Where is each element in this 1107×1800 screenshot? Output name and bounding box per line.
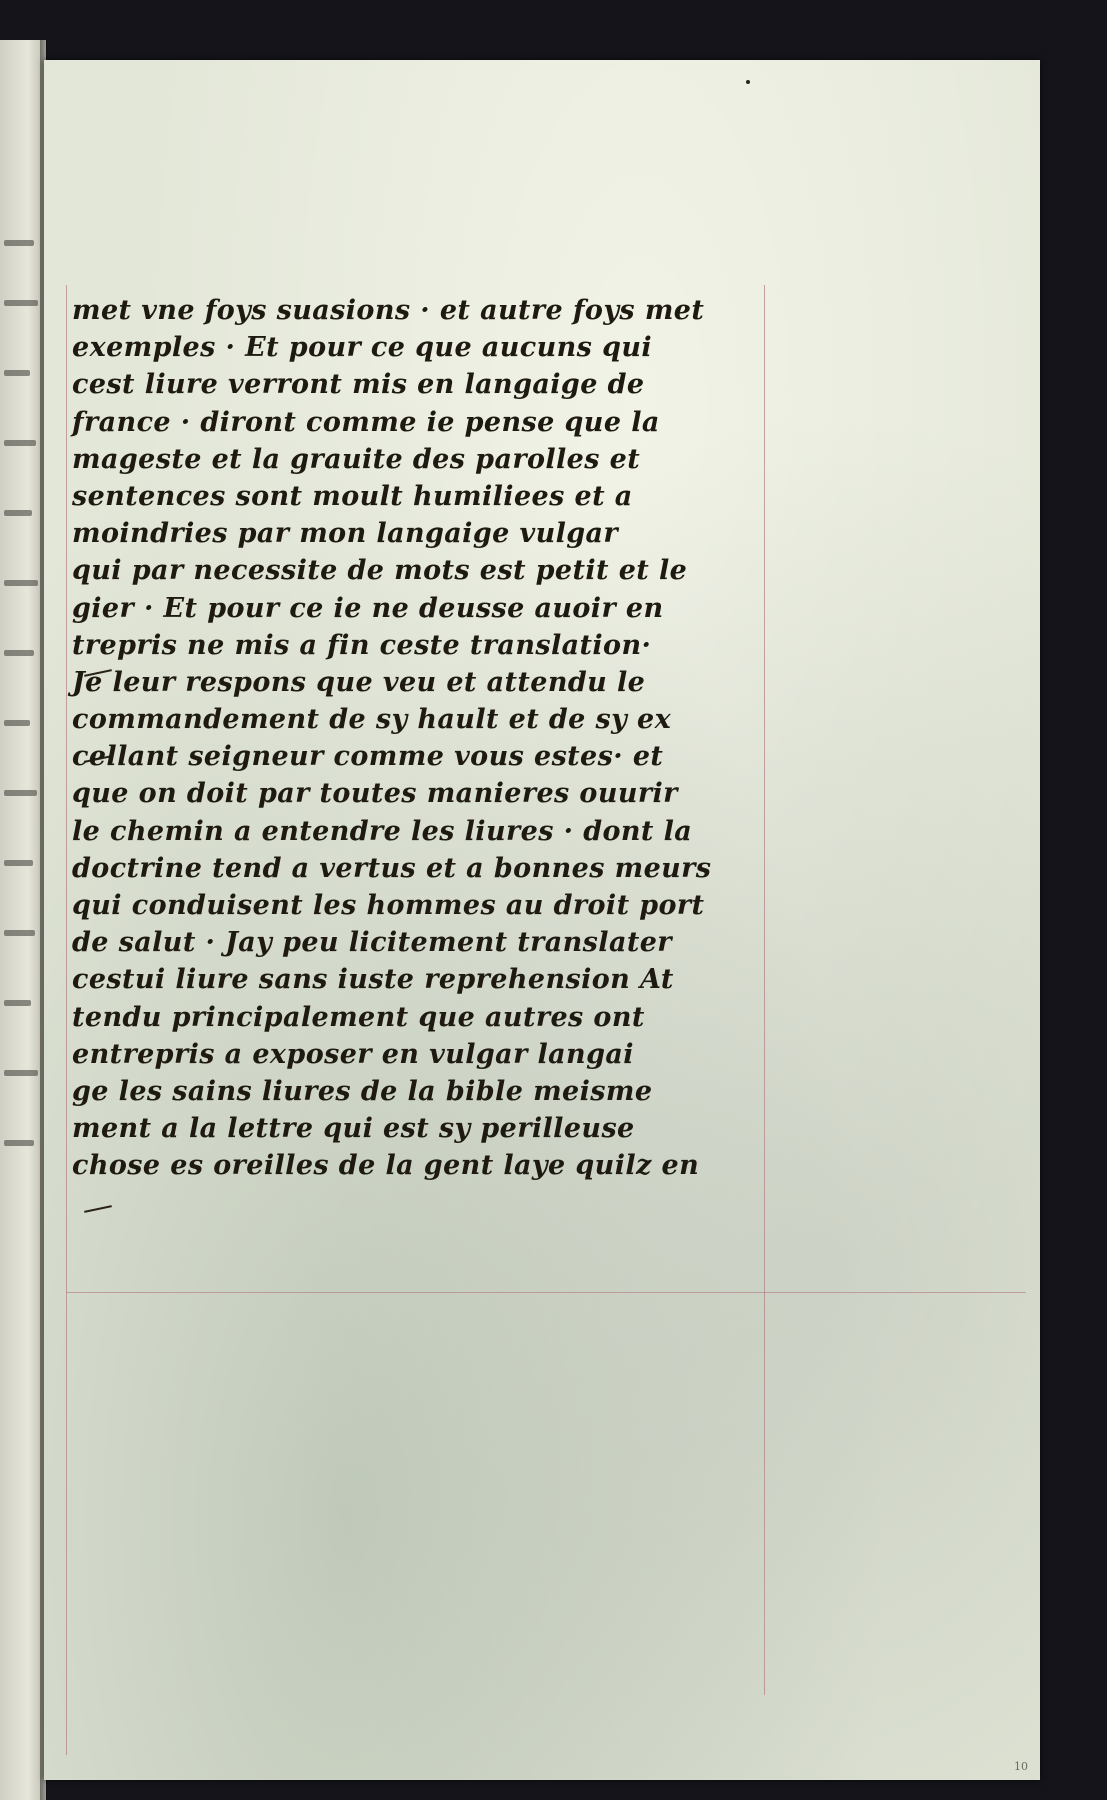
text-line: entrepris a exposer en vulgar langai bbox=[72, 1038, 634, 1070]
text-line: que on doit par toutes manieres ouurir bbox=[72, 778, 678, 810]
text-line: met vne foys suasions · et autre foys met bbox=[72, 295, 705, 326]
ruling-bottom-text-line bbox=[66, 1292, 1026, 1293]
text-line: gier · Et pour ce ie ne deusse auoir en bbox=[72, 592, 664, 624]
text-line: ge les sains liures de la bible meisme bbox=[72, 1075, 653, 1107]
facing-page-text-fragment bbox=[4, 370, 30, 376]
text-line: moindries par mon langaige vulgar bbox=[72, 518, 619, 550]
facing-page-text-fragment bbox=[4, 1140, 34, 1146]
facing-page-text-fragment bbox=[4, 1070, 38, 1076]
text-line: cest liure verront mis en langaige de bbox=[72, 369, 645, 401]
text-line: qui conduisent les hommes au droit port bbox=[72, 890, 705, 921]
text-line: exemples · Et pour ce que aucuns qui bbox=[72, 332, 653, 364]
text-line: trepris ne mis a fin ceste translation· bbox=[72, 629, 652, 661]
manuscript-text-block bbox=[72, 292, 772, 1185]
facing-page-text-fragment bbox=[4, 510, 32, 516]
text-line: cestui liure sans iuste reprehension At bbox=[72, 964, 674, 996]
text-line: tendu principalement que autres ont bbox=[72, 1001, 645, 1033]
facing-page-text-fragment bbox=[4, 790, 37, 796]
text-line: le chemin a entendre les liures · dont la bbox=[72, 815, 693, 847]
text-line: chose es oreilles de la gent laye quilz en bbox=[72, 1150, 700, 1182]
text-line: france · diront comme ie pense que la bbox=[72, 406, 660, 438]
text-line: de salut · Jay peu licitement translater bbox=[72, 927, 672, 959]
folio-number: 10 bbox=[1014, 1760, 1028, 1773]
text-line: ment a la lettre qui est sy perilleuse bbox=[72, 1113, 635, 1145]
facing-page-text-fragment bbox=[4, 860, 33, 866]
facing-page-text-fragment bbox=[4, 240, 34, 246]
text-line: sentences sont moult humiliees et a bbox=[72, 480, 633, 512]
facing-page-text-fragment bbox=[4, 580, 38, 586]
facing-page-text-fragment bbox=[4, 440, 36, 446]
text-line: doctrine tend a vertus et a bonnes meurs bbox=[72, 852, 712, 884]
text-line: Je leur respons que veu et attendu le bbox=[72, 666, 646, 698]
text-line: qui par necessite de mots est petit et le bbox=[72, 555, 688, 587]
facing-page-text-fragment bbox=[4, 650, 34, 656]
facing-page-text-fragment bbox=[4, 930, 35, 936]
text-line: mageste et la grauite des parolles et bbox=[72, 443, 641, 475]
facing-page-text-fragment bbox=[4, 720, 30, 726]
paragraph-mark bbox=[84, 1205, 112, 1213]
ruling-left-margin bbox=[66, 285, 67, 1755]
facing-page-text-fragment bbox=[4, 300, 38, 306]
text-line: commandement de sy hault et de sy ex bbox=[72, 704, 672, 736]
prick-mark bbox=[746, 80, 750, 84]
facing-page-text-fragment bbox=[4, 1000, 31, 1006]
text-line: cellant seigneur comme vous estes· et bbox=[72, 741, 664, 773]
